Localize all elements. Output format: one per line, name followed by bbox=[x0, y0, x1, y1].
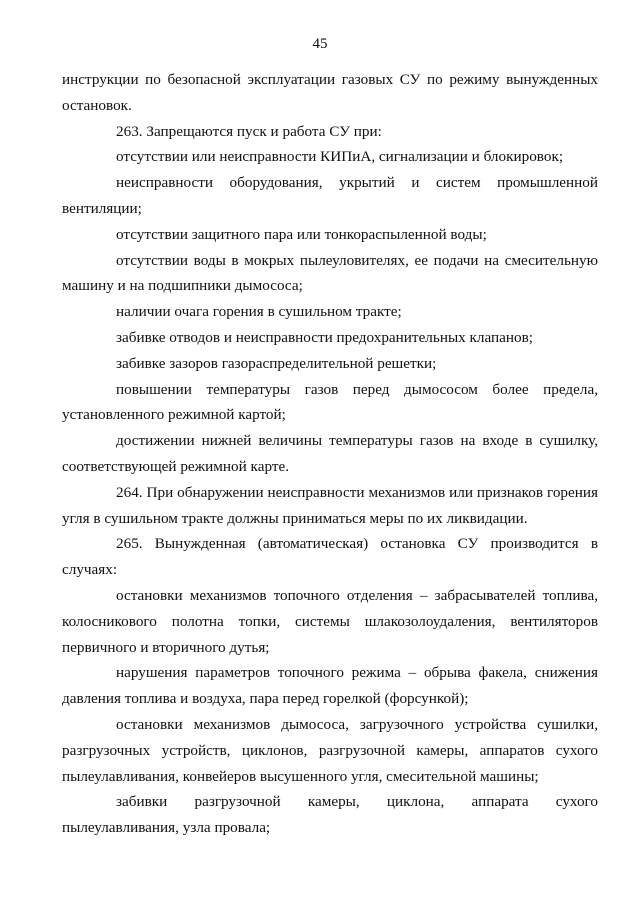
list-item: остановки механизмов дымососа, загрузочного устройства сушилки, разгрузочных устройств, циклонов, разгрузочной камеры, аппаратов сухого пылеулавливания, конвейеров высушенного угля, смесительной машины; bbox=[62, 715, 598, 785]
list-item: неисправности оборудования, укрытий и систем промышленной вентиляции; bbox=[62, 174, 598, 217]
list-item: отсутствии защитного пара или тонкораспыленной воды; bbox=[116, 225, 487, 243]
list-item: нарушения параметров топочного режима – обрыва факела, снижения давления топлива и воздуха, пара перед горелкой (форсункой); bbox=[62, 664, 598, 708]
paragraph-continuation: инструкции по безопасной эксплуатации газовых СУ по режиму вынужденных остановок. bbox=[62, 71, 598, 114]
list-item: достижении нижней величины температуры газов на входе в сушилку, соответствующей режимной карте. bbox=[62, 432, 598, 475]
paragraph-265-heading: 265. Вынужденная (автоматическая) остановка СУ производится в случаях: bbox=[62, 535, 598, 579]
paragraph-263-heading: 263. Запрещаются пуск и работа СУ при: bbox=[116, 122, 382, 140]
paragraph-264: 264. При обнаружении неисправности механизмов или признаков горения угля в сушильном тракте должны приниматься меры по их ликвидации. bbox=[62, 483, 598, 527]
list-item: забивке зазоров газораспределительной решетки; bbox=[116, 354, 437, 372]
list-item: забивке отводов и неисправности предохранительных клапанов; bbox=[116, 328, 534, 346]
page-number: 45 bbox=[312, 36, 328, 52]
list-item: остановки механизмов топочного отделения – забрасывателей топлива, колосникового полотна топки, системы шлакозолоудаления, вентиляторов первичного и вторичного дутья; bbox=[62, 586, 598, 656]
list-item: забивки разгрузочной камеры, циклона, аппарата сухого пылеулавливания, узла провала; bbox=[62, 793, 598, 837]
document-body bbox=[62, 67, 598, 841]
list-item: отсутствии воды в мокрых пылеуловителях, ее подачи на смесительную машину и на подшипники дымососа; bbox=[62, 251, 598, 295]
list-item: наличии очага горения в сушильном тракте; bbox=[116, 303, 402, 321]
list-item: повышении температуры газов перед дымососом более предела, установленного режимной картой; bbox=[62, 380, 598, 424]
list-item: отсутствии или неисправности КИПиА, сигнализации и блокировок; bbox=[116, 148, 564, 166]
